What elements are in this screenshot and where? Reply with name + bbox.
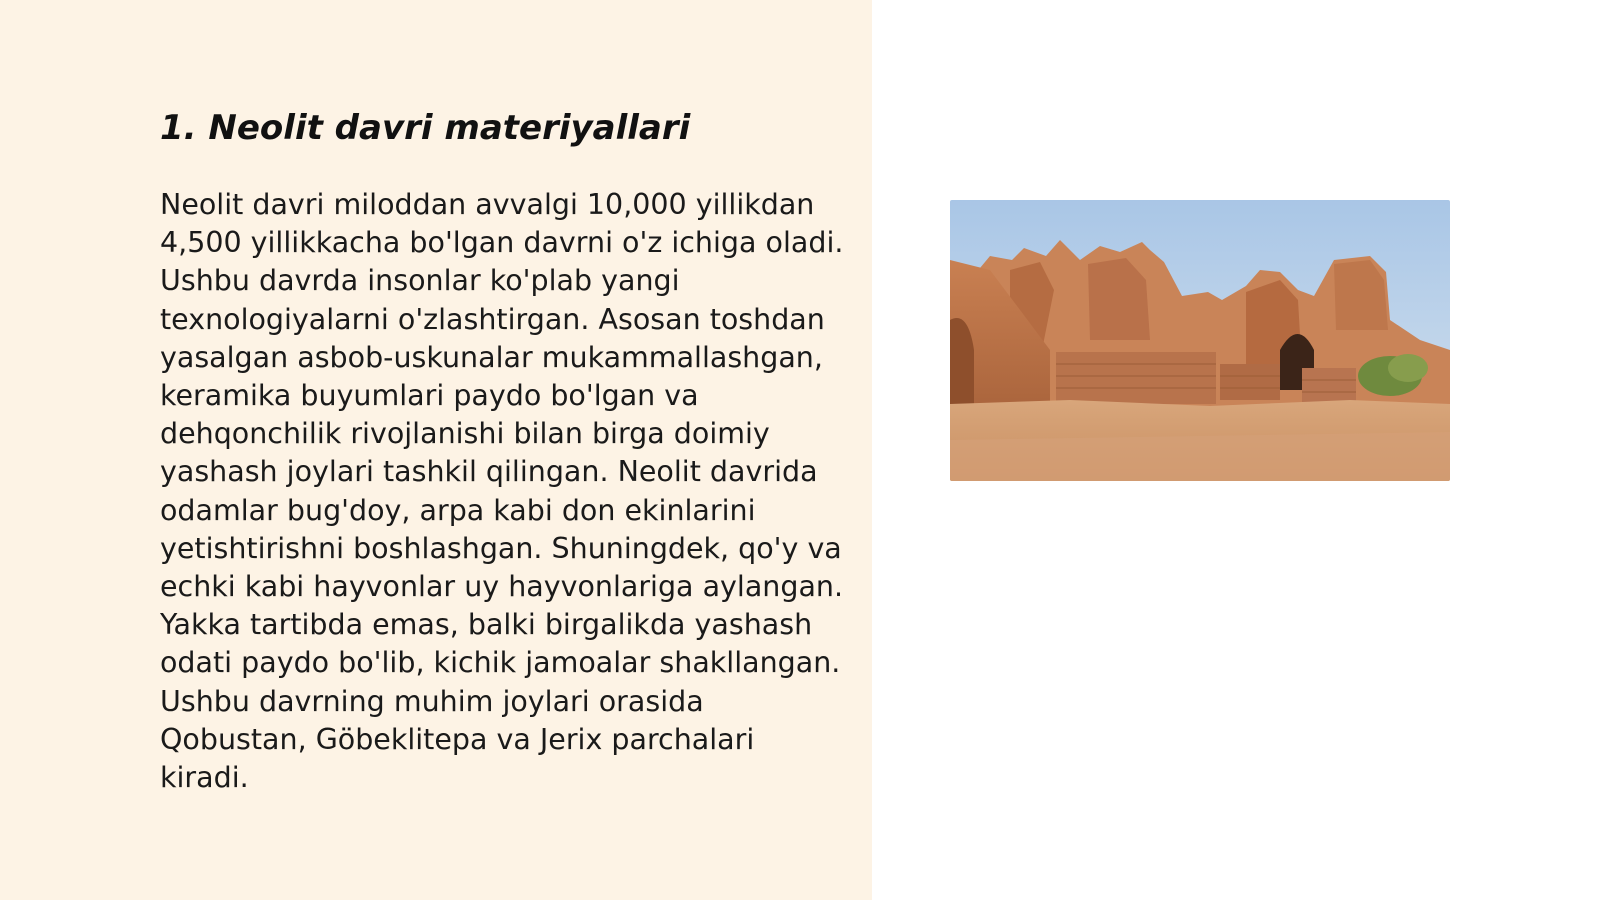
ruins-photo [950, 200, 1450, 481]
ruins-photo-illustration [950, 200, 1450, 481]
slide-title: 1. Neolit davri materiyallari [160, 108, 691, 148]
slide-body-text: Neolit davri miloddan avvalgi 10,000 yillikdan 4,500 yillikkacha bo'lgan davrni o'z ichiga oladi. Ushbu davrda insonlar ko'plab yangi texnologiyalarni o'zlashtirgan. Asosan toshdan yasalgan asbob-uskunalar mukammallashgan, keramika buyumlari paydo bo'lgan va dehqonchilik rivojlanishi bilan birga doimiy yashash joylari tashkil qilingan. Neolit davrida odamlar bug'doy, arpa kabi don ekinlarini yetishtirishni boshlashgan. Shuningdek, qo'y va echki kabi hayvonlar uy hayvonlariga aylangan. Yakka tartibda emas, balki birgalikda yashash odati paydo bo'lib, kichik jamoalar shakllangan. Ushbu davrning muhim joylari orasida Qobustan, Göbeklitepa va Jerix parchalari kiradi. [160, 188, 844, 795]
